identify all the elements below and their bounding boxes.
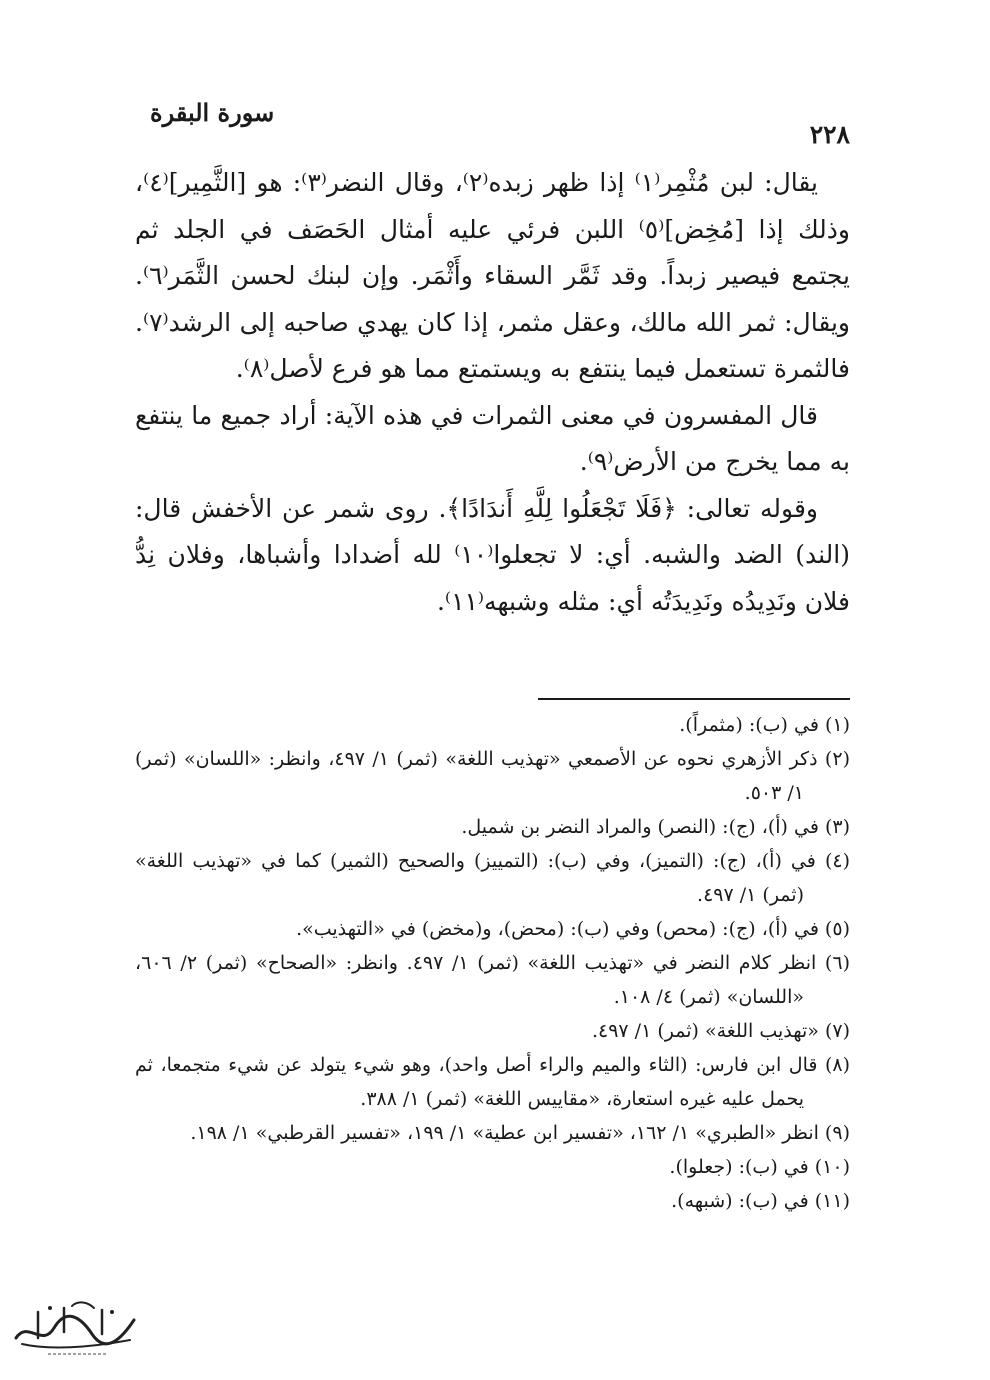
footnote-9: (٩) انظر «الطبري» ١/ ١٦٢، «تفسير ابن عطية» ١/ ١٩٩، «تفسير القرطبي» ١/ ١٩٨. (190, 1122, 850, 1144)
footnote-4: (٤) في (أ)، (ج): (التميز)، وفي (ب): (التمييز) والصحيح (الثمير) كما في «تهذيب اللغة» (ثمر) ١/ ٤٩٧. (135, 850, 850, 906)
footnote-5: (٥) في (أ)، (ج): (محص) وفي (ب): (محض)، و(مخض) في «التهذيب». (296, 918, 850, 940)
footnote-divider (538, 698, 850, 700)
page-header (150, 98, 850, 148)
footnotes (135, 708, 850, 1218)
footnote-2: (٢) ذكر الأزهري نحوه عن الأصمعي «تهذيب اللغة» (ثمر) ١/ ٤٩٧، وانظر: «اللسان» (ثمر) ١/ ٥٠٣. (135, 748, 850, 804)
publisher-seal-icon (8, 1298, 143, 1360)
footnote-7: (٧) «تهذيب اللغة» (ثمر) ١/ ٤٩٧. (591, 1020, 850, 1042)
paragraph-2: قال المفسرون في معنى الثمرات في هذه الآية: أراد جميع ما ينتفع به مما يخرج من الأرض⁽٩⁾. (135, 400, 850, 476)
paragraph-3: وقوله تعالى: ﴿فَلَا تَجْعَلُوا لِلَّهِ أَندَادًا﴾. روى شمر عن الأخفش قال: (الند) الضد والشبه. أي: لا تجعلوا⁽١٠⁾ لله أضدادا وأشباها، وفلان نِدُّ فلان ونَدِيدُه ونَدِيدَتُه أي: مثله وشبهه⁽١١⁾. (135, 493, 850, 616)
footnote-8: (٨) قال ابن فارس: (الثاء والميم والراء أصل واحد)، وهو شيء يتولد عن شيء متجمعا، ثم يحمل عليه غيره استعارة، «مقاييس اللغة» (ثمر) ١/ ٣٨٨. (135, 1054, 850, 1110)
page-number: ٢٢٨ (809, 120, 850, 149)
main-text (135, 160, 850, 625)
footnote-6: (٦) انظر كلام النضر في «تهذيب اللغة» (ثمر) ١/ ٤٩٧. وانظر: «الصحاح» (ثمر) ٢/ ٦٠٦، «اللسان» (ثمر) ٤/ ١٠٨. (135, 952, 850, 1008)
footnote-11: (١١) في (ب): (شبهه). (671, 1190, 850, 1212)
footnote-10: (١٠) في (ب): (جعلوا). (669, 1156, 850, 1178)
footnote-3: (٣) في (أ)، (ج): (النصر) والمراد النضر بن شميل. (461, 816, 850, 838)
paragraph-1: يقال: لبن مُثْمِر⁽١⁾ إذا ظهر زبده⁽٢⁾، وقال النضر⁽٣⁾: هو [الثَّمِير]⁽٤⁾، وذلك إذا [مُخِض]⁽٥⁾ اللبن فرئي عليه أمثال الحَصَف في الجلد ثم يجتمع فيصير زبداً. وقد ثَمَّر السقاء وأَثْمَر. وإن لبنك لحسن الثَّمَر⁽٦⁾. ويقال: ثمر الله مالك، وعقل مثمر، إذا كان يهدي صاحبه إلى الرشد⁽٧⁾. فالثمرة تستعمل فيما ينتفع به ويستمتع مما هو فرع لأصل⁽٨⁾. (135, 168, 850, 383)
footnote-1: (١) في (ب): (مثمراً). (679, 714, 850, 736)
surah-title: سورة البقرة (150, 98, 275, 127)
